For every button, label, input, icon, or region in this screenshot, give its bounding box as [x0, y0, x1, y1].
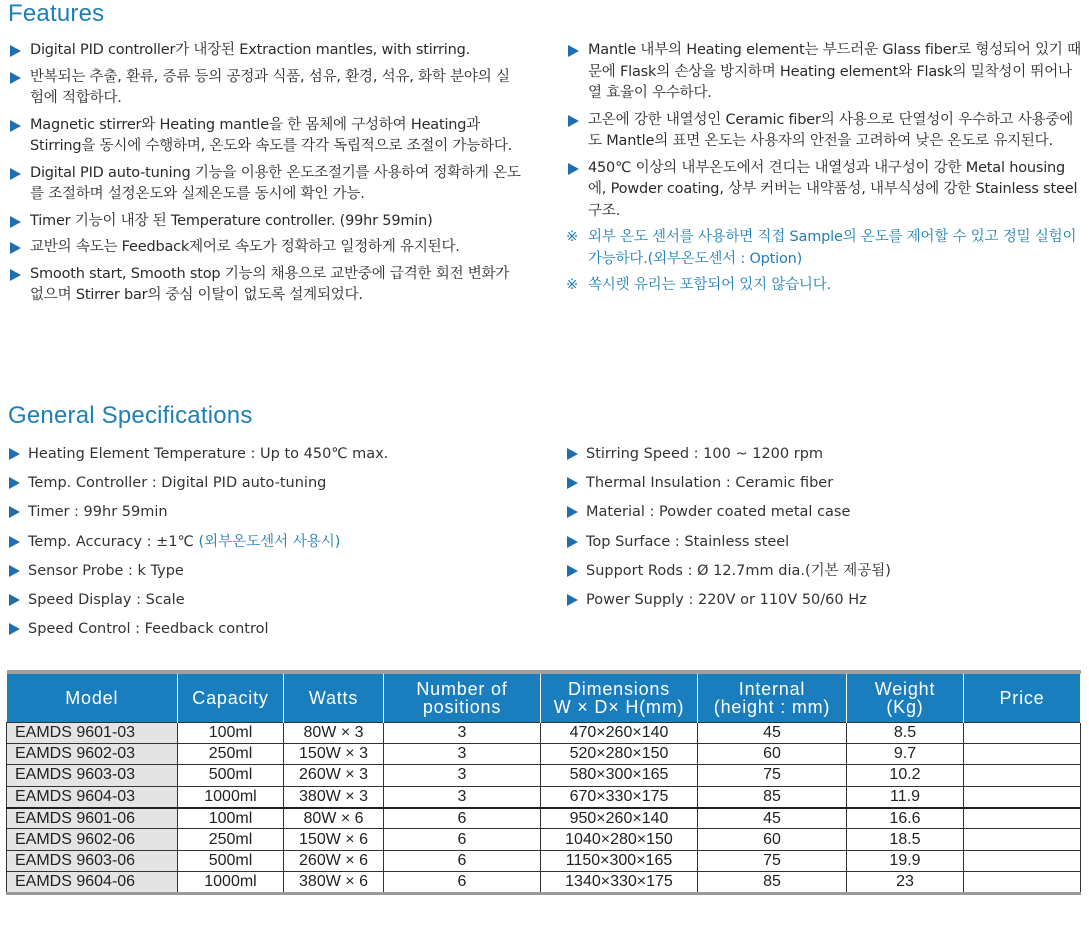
triangle-bullet-icon — [9, 536, 20, 548]
table-cell: 80W × 6 — [284, 808, 384, 829]
table-cell: 380W × 6 — [284, 872, 384, 893]
table-cell — [964, 872, 1081, 893]
feature-item: 450℃ 이상의 내부온도에서 견디는 내열성과 내구성이 강한 Metal housing에, Powder coating, 상부 커버는 내약품성, 내부식성에 강한 Stainless steel 구조. — [566, 158, 1081, 223]
reference-mark-icon: ※ — [566, 277, 578, 293]
triangle-bullet-icon — [9, 506, 20, 518]
feature-note: ※ 외부 온도 센서를 사용하면 직접 Sample의 온도를 제어할 수 있고 정밀 실험이 가능하다.(외부온도센서 : Option) — [566, 229, 1077, 267]
table-header-cell: Number of positions — [384, 672, 541, 722]
table-cell: 9.7 — [847, 743, 964, 764]
table-row — [7, 722, 1081, 743]
model-cell: EAMDS 9601-03 — [7, 722, 178, 743]
triangle-bullet-icon — [10, 216, 21, 228]
feature-item: Digital PID controller가 내장된 Extraction mantles, with stirring. — [8, 40, 523, 62]
table-cell: 1000ml — [178, 872, 284, 893]
table-header-cell: Price — [964, 672, 1081, 722]
triangle-bullet-icon — [567, 565, 578, 577]
table-cell: 3 — [384, 722, 541, 743]
table-cell: 150W × 6 — [284, 829, 384, 850]
table-header-cell: Dimensions W × D× H(mm) — [541, 672, 698, 722]
table-cell: 1040×280×150 — [541, 829, 698, 850]
model-table — [6, 670, 1081, 895]
feature-item: Magnetic stirrer와 Heating mantle을 한 몸체에 구성하여 Heating과 Stirring을 동시에 수행하며, 온도와 속도를 각각 독립적으로 조절이 가능하다. — [8, 115, 523, 158]
triangle-bullet-icon — [567, 477, 578, 489]
triangle-bullet-icon — [9, 594, 20, 606]
table-cell: 500ml — [178, 850, 284, 871]
feature-item: 반복되는 추출, 환류, 증류 등의 공정과 식품, 섬유, 환경, 석유, 화학 분야의 실험에 적합하다. — [8, 67, 523, 110]
table-cell: 1150×300×165 — [541, 850, 698, 871]
table-cell: 470×260×140 — [541, 722, 698, 743]
feature-item: Smooth start, Smooth stop 기능의 채용으로 교반중에 급격한 회전 변화가 없으며 Stirrer bar의 중심 이탈이 없도록 설계되었다. — [8, 264, 523, 307]
table-cell: 1000ml — [178, 786, 284, 807]
table-cell: 260W × 6 — [284, 850, 384, 871]
model-cell: EAMDS 9601-06 — [7, 808, 178, 829]
table-cell: 500ml — [178, 765, 284, 786]
triangle-bullet-icon — [9, 565, 20, 577]
table-header-cell: Watts — [284, 672, 384, 722]
table-cell: 6 — [384, 808, 541, 829]
table-cell — [964, 765, 1081, 786]
table-header-cell: Weight (Kg) — [847, 672, 964, 722]
triangle-bullet-icon — [10, 45, 21, 57]
table-cell: 150W × 3 — [284, 743, 384, 764]
model-table-container — [6, 670, 1080, 895]
table-cell: 250ml — [178, 743, 284, 764]
table-cell: 3 — [384, 743, 541, 764]
table-cell: 45 — [698, 808, 847, 829]
table-header-cell: Internal (height : mm) — [698, 672, 847, 722]
model-cell: EAMDS 9604-06 — [7, 872, 178, 893]
triangle-bullet-icon — [567, 594, 578, 606]
model-cell: EAMDS 9603-03 — [7, 765, 178, 786]
table-row — [7, 808, 1081, 829]
table-row — [7, 786, 1081, 807]
triangle-bullet-icon — [568, 45, 579, 57]
features-right-column — [566, 40, 1081, 302]
triangle-bullet-icon — [567, 448, 578, 460]
features-title: Features — [8, 0, 105, 27]
table-row — [7, 829, 1081, 850]
table-cell: 16.6 — [847, 808, 964, 829]
table-cell: 85 — [698, 872, 847, 893]
table-header-cell: Capacity — [178, 672, 284, 722]
table-cell: 19.9 — [847, 850, 964, 871]
table-cell — [964, 743, 1081, 764]
triangle-bullet-icon — [9, 477, 20, 489]
table-cell: 60 — [698, 743, 847, 764]
specs-title: General Specifications — [8, 402, 253, 429]
table-cell: 75 — [698, 765, 847, 786]
triangle-bullet-icon — [10, 242, 21, 254]
spec-item: Speed Control : Feedback control — [8, 619, 528, 639]
triangle-bullet-icon — [10, 120, 21, 132]
spec-item: Stirring Speed : 100 ~ 1200 rpm — [566, 444, 1081, 464]
table-cell: 6 — [384, 850, 541, 871]
table-cell: 950×260×140 — [541, 808, 698, 829]
triangle-bullet-icon — [9, 623, 20, 635]
triangle-bullet-icon — [10, 168, 21, 180]
triangle-bullet-icon — [10, 72, 21, 84]
spec-item: Top Surface : Stainless steel — [566, 532, 1081, 552]
table-row — [7, 872, 1081, 893]
table-cell: 3 — [384, 786, 541, 807]
table-cell: 6 — [384, 829, 541, 850]
specs-left-column — [8, 444, 528, 648]
accuracy-note: (외부온도센서 사용시) — [198, 533, 341, 550]
table-body — [7, 722, 1081, 893]
table-cell: 380W × 3 — [284, 786, 384, 807]
model-cell: EAMDS 9604-03 — [7, 786, 178, 807]
table-header-row — [7, 672, 1081, 722]
table-cell: 45 — [698, 722, 847, 743]
table-cell: 11.9 — [847, 786, 964, 807]
table-cell — [964, 829, 1081, 850]
model-cell: EAMDS 9602-06 — [7, 829, 178, 850]
table-cell: 1340×330×175 — [541, 872, 698, 893]
feature-item: Timer 기능이 내장 된 Temperature controller. (99hr 59min) — [8, 211, 523, 233]
table-cell: 8.5 — [847, 722, 964, 743]
triangle-bullet-icon — [9, 448, 20, 460]
table-row — [7, 765, 1081, 786]
spec-item: Timer : 99hr 59min — [8, 502, 528, 522]
table-cell: 260W × 3 — [284, 765, 384, 786]
table-cell: 80W × 3 — [284, 722, 384, 743]
spec-item: Speed Display : Scale — [8, 590, 528, 610]
table-header-cell: Model — [7, 672, 178, 722]
triangle-bullet-icon — [10, 269, 21, 281]
table-cell: 250ml — [178, 829, 284, 850]
spec-item: Temp. Accuracy : ±1℃ (외부온도센서 사용시) — [8, 532, 528, 552]
table-cell: 580×300×165 — [541, 765, 698, 786]
feature-note: ※ 쏙시렛 유리는 포함되어 있지 않습니다. — [566, 275, 1081, 297]
reference-mark-icon: ※ — [566, 229, 578, 245]
table-cell: 520×280×150 — [541, 743, 698, 764]
table-row — [7, 850, 1081, 871]
table-cell — [964, 850, 1081, 871]
table-cell: 23 — [847, 872, 964, 893]
feature-item: 교반의 속도는 Feedback제어로 속도가 정확하고 일정하게 유지된다. — [8, 237, 523, 259]
spec-item: Support Rods : Ø 12.7mm dia.(기본 제공됨) — [566, 561, 1081, 581]
features-left-column — [8, 40, 523, 312]
table-cell: 10.2 — [847, 765, 964, 786]
table-cell: 18.5 — [847, 829, 964, 850]
table-cell — [964, 722, 1081, 743]
model-cell: EAMDS 9603-06 — [7, 850, 178, 871]
table-cell: 85 — [698, 786, 847, 807]
feature-item: Mantle 내부의 Heating element는 부드러운 Glass fiber로 형성되어 있기 때문에 Flask의 손상을 방지하며 Heating element와 Flask의 밀착성이 뛰어나 열 효율이 우수하다. — [566, 40, 1081, 105]
triangle-bullet-icon — [568, 163, 579, 175]
table-cell: 60 — [698, 829, 847, 850]
table-cell: 100ml — [178, 808, 284, 829]
table-cell: 6 — [384, 872, 541, 893]
spec-item: Material : Powder coated metal case — [566, 502, 1081, 522]
spec-item: Temp. Controller : Digital PID auto-tuning — [8, 473, 528, 493]
spec-item: Thermal Insulation : Ceramic fiber — [566, 473, 1081, 493]
spec-item: Sensor Probe : k Type — [8, 561, 528, 581]
table-row — [7, 743, 1081, 764]
triangle-bullet-icon — [568, 115, 579, 127]
model-cell: EAMDS 9602-03 — [7, 743, 178, 764]
feature-item: 고온에 강한 내열성인 Ceramic fiber의 사용으로 단열성이 우수하고 사용중에도 Mantle의 표면 온도는 사용자의 안전을 고려하여 낮은 온도로 유지된다. — [566, 110, 1081, 153]
spec-item: Heating Element Temperature : Up to 450℃ max. — [8, 444, 528, 464]
specs-right-column — [566, 444, 1081, 619]
spec-item: Power Supply : 220V or 110V 50/60 Hz — [566, 590, 1081, 610]
table-cell — [964, 808, 1081, 829]
table-cell: 670×330×175 — [541, 786, 698, 807]
table-cell: 75 — [698, 850, 847, 871]
table-cell: 3 — [384, 765, 541, 786]
triangle-bullet-icon — [567, 536, 578, 548]
feature-item: Digital PID auto-tuning 기능을 이용한 온도조절기를 사용하여 정확하게 온도를 조절하며 설정온도와 실제온도를 동시에 확인 가능. — [8, 163, 523, 206]
table-cell — [964, 786, 1081, 807]
triangle-bullet-icon — [567, 506, 578, 518]
table-cell: 100ml — [178, 722, 284, 743]
